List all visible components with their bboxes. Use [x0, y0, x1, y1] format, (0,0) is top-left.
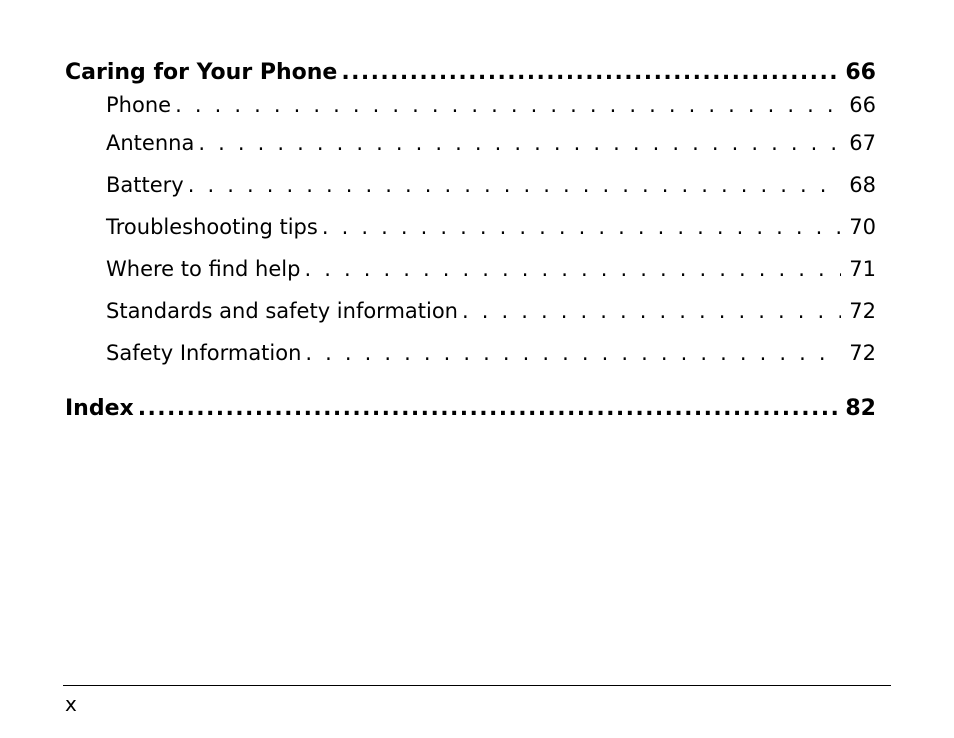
toc-entry-page: 70 — [849, 215, 876, 239]
dot-leader — [305, 332, 841, 374]
table-of-contents — [65, 58, 876, 424]
toc-entry-title: Antenna — [106, 131, 195, 155]
toc-entry-title: Where to find help — [106, 257, 301, 281]
toc-entry-page: 82 — [845, 396, 876, 421]
dot-leader — [188, 164, 842, 206]
dot-leader — [341, 58, 839, 88]
dot-leader — [322, 206, 841, 248]
toc-entry-standards-and-safety-information[interactable] — [65, 290, 876, 332]
page-folio: x — [65, 692, 77, 716]
footer-divider — [63, 685, 891, 686]
toc-entry-safety-information[interactable] — [65, 332, 876, 374]
toc-entry-page: 71 — [849, 257, 876, 281]
toc-entry-where-to-find-help[interactable] — [65, 248, 876, 290]
toc-entry-title: Caring for Your Phone — [65, 60, 338, 85]
toc-entry-battery[interactable] — [65, 164, 876, 206]
toc-entry-title: Index — [65, 396, 134, 421]
toc-entry-page: 72 — [849, 341, 876, 365]
toc-entry-index[interactable] — [65, 394, 876, 424]
dot-leader — [198, 122, 841, 164]
dot-leader — [138, 394, 840, 424]
toc-entry-title: Troubleshooting tips — [106, 215, 318, 239]
toc-entry-page: 66 — [845, 60, 876, 85]
toc-entry-caring-for-your-phone[interactable] — [65, 58, 876, 88]
toc-entry-page: 72 — [849, 299, 876, 323]
dot-leader — [462, 290, 841, 332]
toc-entry-antenna[interactable] — [65, 122, 876, 164]
toc-entry-title: Battery — [106, 173, 184, 197]
toc-entry-troubleshooting-tips[interactable] — [65, 206, 876, 248]
toc-entry-page: 66 — [849, 93, 876, 117]
toc-entry-title: Safety Information — [106, 341, 302, 365]
toc-entry-page: 67 — [849, 131, 876, 155]
dot-leader — [304, 248, 841, 290]
toc-entry-page: 68 — [849, 173, 876, 197]
dot-leader — [175, 88, 841, 122]
toc-entry-title: Phone — [106, 93, 172, 117]
toc-entry-phone[interactable] — [65, 88, 876, 122]
toc-entry-title: Standards and safety information — [106, 299, 458, 323]
